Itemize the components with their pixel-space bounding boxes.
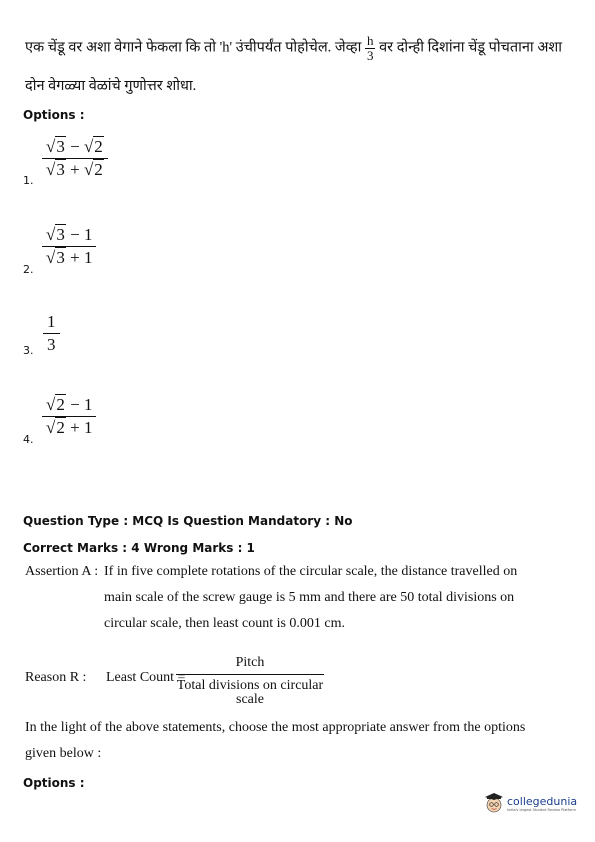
options-label-2: Options :	[23, 776, 85, 790]
pitch-denominator: Total divisions on circular scale	[176, 674, 324, 708]
assertion-line-3: circular scale, then least count is 0.001 cm.	[104, 616, 346, 631]
option-2-number[interactable]: 2.	[23, 263, 34, 276]
assertion-label: Assertion A :	[25, 564, 99, 579]
option-2-numerator: √3 − 1	[46, 225, 93, 244]
option-4-fraction[interactable]	[42, 396, 96, 437]
assertion-text	[104, 559, 517, 637]
assertion-line-2: main scale of the screw gauge is 5 mm and there are 50 total divisions on	[104, 590, 515, 605]
option-1-denominator: √3 + √2	[42, 158, 108, 179]
option-3-denominator: 3	[43, 333, 60, 354]
question-line-2: दोन वेगळ्या वेळांचे गुणोत्तर शोधा.	[25, 78, 197, 94]
option-4-numerator: √2 − 1	[46, 395, 93, 414]
conclusion-line-1: In the light of the above statements, choose the most appropriate answer from the options	[25, 720, 526, 735]
question-type-line: Question Type : MCQ Is Question Mandatory : No	[23, 514, 353, 528]
question-line-1	[25, 34, 562, 62]
pitch-numerator: Pitch	[235, 655, 265, 670]
assertion-line-1: If in five complete rotations of the circular scale, the distance travelled on	[104, 564, 518, 579]
option-1-fraction[interactable]	[42, 138, 108, 179]
options-label: Options :	[23, 108, 85, 122]
fraction-denominator: 3	[366, 47, 374, 63]
option-1-number[interactable]: 1.	[23, 174, 34, 187]
conclusion-text	[25, 715, 525, 767]
option-4-denominator: √2 + 1	[42, 416, 96, 437]
question-text-part2: वर दोन्ही दिशांना चेंडू पोचताना अशा	[379, 39, 563, 56]
option-1-numerator: √3 − √2	[46, 137, 103, 156]
option-2-fraction[interactable]	[42, 226, 96, 267]
fraction-numerator: h	[366, 33, 374, 48]
option-2-denominator: √3 + 1	[42, 246, 96, 267]
logo-mascot-icon	[483, 792, 505, 814]
collegedunia-logo	[483, 792, 577, 814]
reason-label: Reason R :	[25, 670, 87, 685]
marks-line: Correct Marks : 4 Wrong Marks : 1	[23, 541, 255, 555]
h-over-3-fraction	[365, 34, 376, 62]
logo-name: collegedunia	[507, 794, 578, 808]
conclusion-line-2: given below :	[25, 746, 102, 761]
option-4-number[interactable]: 4.	[23, 433, 34, 446]
option-3-numerator: 1	[47, 312, 56, 331]
pitch-fraction	[176, 656, 324, 708]
logo-tagline: India's largest Student Review Platform	[507, 807, 576, 812]
option-3-number[interactable]: 3.	[23, 344, 34, 357]
least-count-lhs: Least Count =	[106, 670, 186, 685]
option-3-fraction[interactable]	[43, 313, 60, 354]
question-text-part1: एक चेंडू वर अशा वेगाने फेकला कि तो 'h' उंचीपर्यंत पोहोचेल. जेव्हा	[25, 39, 362, 56]
